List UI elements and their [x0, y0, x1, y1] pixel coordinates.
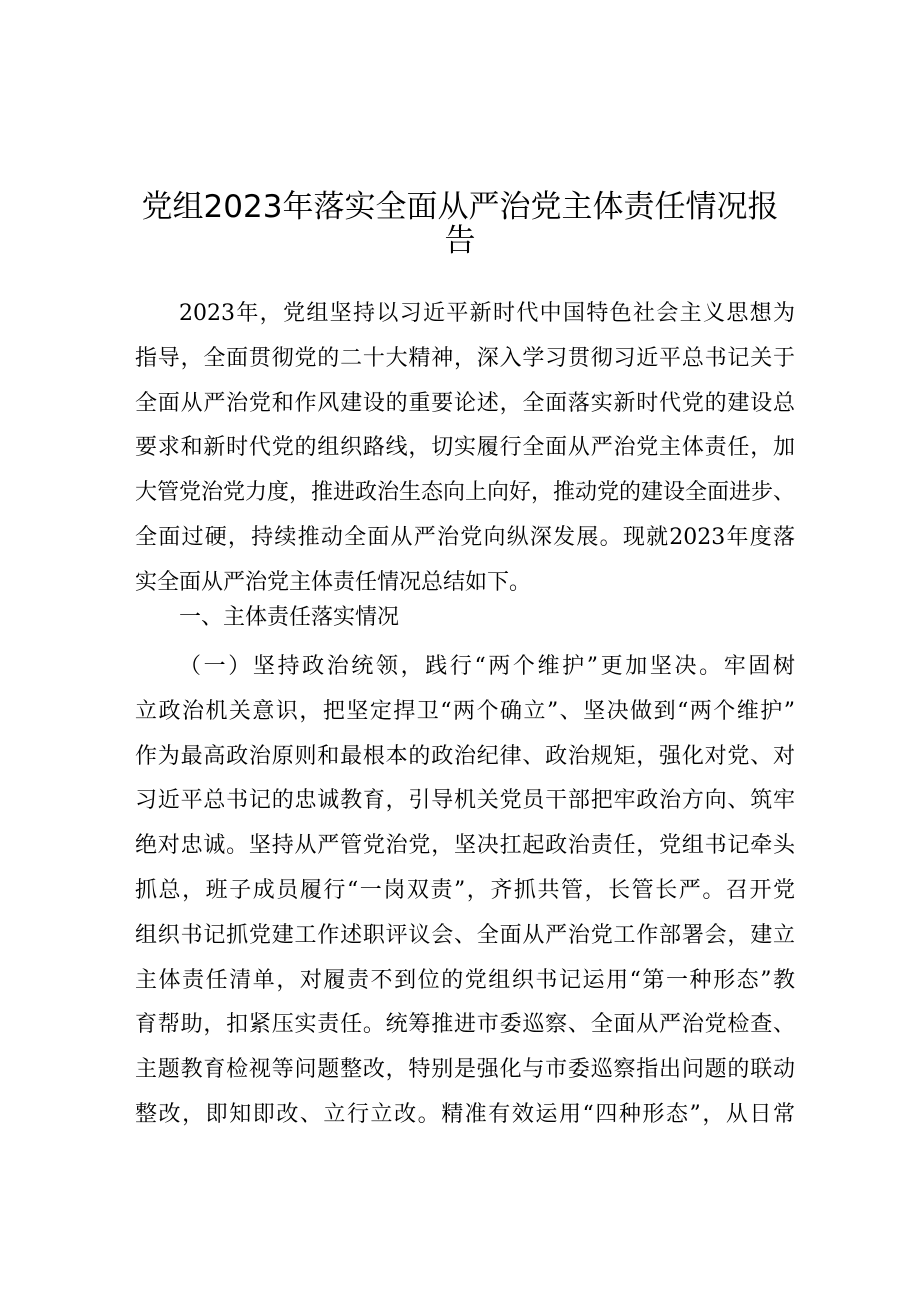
text-line: 抓总，班子成员履行“一岗双责”，齐抓共管，长管长严。召开党 — [135, 877, 795, 903]
text-line: 2023年，党组坚持以习近平新时代中国特色社会主义思想为 — [179, 301, 795, 326]
text-line: （一）坚持政治统领，践行“两个维护”更加坚决。牢固树 — [179, 654, 795, 679]
text-line: 大管党治党力度，推进政治生态向上向好，推动党的建设全面进步、 — [135, 480, 796, 506]
text-line: 主体责任清单，对履责不到位的党组织书记运用“第一种形态”教 — [135, 967, 795, 993]
text-line: 主题教育检视等问题整改，特别是强化与市委巡察指出问题的联动 — [135, 1057, 795, 1083]
text-line: 组织书记抓党建工作述职评议会、全面从严治党工作部署会，建立 — [135, 922, 795, 948]
text-line: 作为最高政治原则和最根本的政治纪律、政治规矩，强化对党、对 — [135, 743, 795, 769]
text-line: 实全面从严治党主体责任情况总结如下。 — [135, 569, 532, 595]
text-line: 指导，全面贯彻党的二十大精神，深入学习贯彻习近平总书记关于 — [135, 345, 795, 371]
section-heading-text: 一、主体责任落实情况 — [179, 605, 400, 630]
text-line: 全面从严治党和作风建设的重要论述，全面落实新时代党的建设总 — [135, 390, 795, 416]
text-line: 育帮助，扣紧压实责任。统筹推进市委巡察、全面从严治党检查、 — [135, 1012, 795, 1038]
text-line: 全面过硬，持续推动全面从严治党向纵深发展。现就2023年度落 — [135, 524, 795, 550]
section-paragraph — [135, 645, 795, 1138]
intro-paragraph — [135, 292, 795, 606]
text-line: 整改，即知即改、立行立改。精准有效运用“四种形态”，从日常 — [135, 1101, 795, 1127]
text-line: 习近平总书记的忠诚教育，引导机关党员干部把牢政治方向、筑牢 — [135, 788, 795, 814]
text-line: 立政治机关意识，把坚定捍卫“两个确立”、坚决做到“两个维护” — [135, 698, 795, 724]
text-line: 绝对忠诚。坚持从严管党治党，坚决扛起政治责任，党组书记牵头 — [135, 833, 795, 859]
text-line: 要求和新时代党的组织路线，切实履行全面从严治党主体责任，加 — [135, 435, 795, 461]
section-heading — [135, 596, 795, 641]
document-title: 党组2023年落实全面从严治党主体责任情况报告 — [141, 189, 779, 259]
